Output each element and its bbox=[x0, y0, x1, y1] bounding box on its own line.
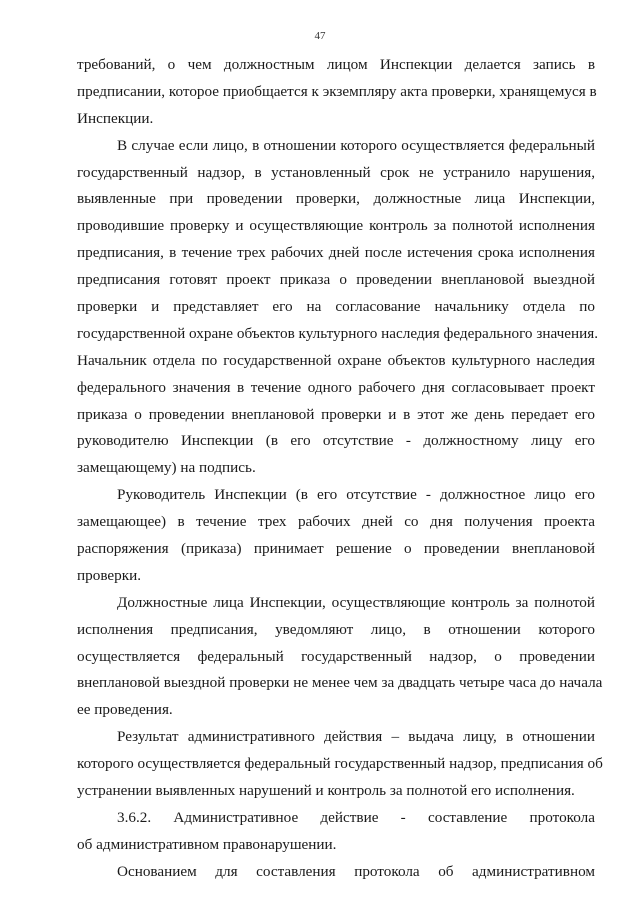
text-line: предписания, в течение трех рабочих дней после истечения срока исполнения bbox=[77, 244, 595, 262]
text-line: проводившие проверку и осуществляющие контроль за полнотой исполнения bbox=[77, 217, 595, 235]
text-line: ее проведения. bbox=[77, 701, 173, 719]
text-line: В случае если лицо, в отношении которого осуществляется федеральный bbox=[117, 136, 595, 154]
text-line: Инспекции. bbox=[77, 109, 154, 127]
text-line: государственной охране объектов культурного наследия федерального значения. bbox=[77, 324, 598, 342]
text-line: которого осуществляется федеральный государственный надзор, предписания об bbox=[77, 755, 603, 773]
text-line: предписания готовят проект приказа о проведении внеплановой выездной bbox=[77, 271, 595, 289]
text-line: осуществляется федеральный государственный надзор, о проведении bbox=[77, 647, 595, 665]
page-number: 47 bbox=[314, 30, 326, 42]
text-line: Начальник отдела по государственной охране объектов культурного наследия bbox=[77, 351, 595, 369]
text-line: приказа о проведении внеплановой проверки и в этот же день передает его bbox=[77, 405, 595, 423]
text-line: Руководитель Инспекции (в его отсутствие - должностное лицо его bbox=[117, 486, 595, 504]
text-line: Результат административного действия – выдача лицу, в отношении bbox=[117, 728, 595, 746]
text-line: 3.6.2. Административное действие - составление протокола bbox=[117, 808, 595, 826]
text-line: требований, о чем должностным лицом Инспекции делается запись в bbox=[77, 56, 595, 73]
text-line: предписании, которое приобщается к экземпляру акта проверки, хранящемуся в bbox=[77, 82, 597, 100]
text-line: Должностные лица Инспекции, осуществляющие контроль за полнотой bbox=[117, 593, 595, 611]
text-line: федерального значения в течение одного рабочего дня согласовывает проект bbox=[77, 378, 595, 396]
text-line: государственный надзор, в установленный срок не устранило нарушения, bbox=[77, 163, 595, 181]
document-body bbox=[77, 52, 603, 886]
text-line: Основанием для составления протокола об административном bbox=[117, 862, 595, 880]
text-line: выявленные при проведении проверки, должностные лица Инспекции, bbox=[77, 190, 595, 208]
text-line: проверки. bbox=[77, 566, 142, 584]
text-line: исполнения предписания, уведомляют лицо, в отношении которого bbox=[77, 620, 595, 638]
text-line: внеплановой выездной проверки не менее чем за двадцать четыре часа до начала bbox=[77, 674, 603, 692]
text-line: замещающее) в течение трех рабочих дней со дня получения проекта bbox=[77, 513, 595, 531]
text-line: руководителю Инспекции (в его отсутствие - должностному лицу его bbox=[77, 432, 595, 450]
text-line: замещающему) на подпись. bbox=[77, 459, 256, 477]
text-line: проверки и представляет его на согласование начальнику отдела по bbox=[77, 298, 595, 316]
text-line: распоряжения (приказа) принимает решение о проведении внеплановой bbox=[77, 540, 595, 558]
text-line: устранении выявленных нарушений и контроль за полнотой его исполнения. bbox=[77, 782, 575, 800]
text-line: об административном правонарушении. bbox=[77, 835, 337, 853]
